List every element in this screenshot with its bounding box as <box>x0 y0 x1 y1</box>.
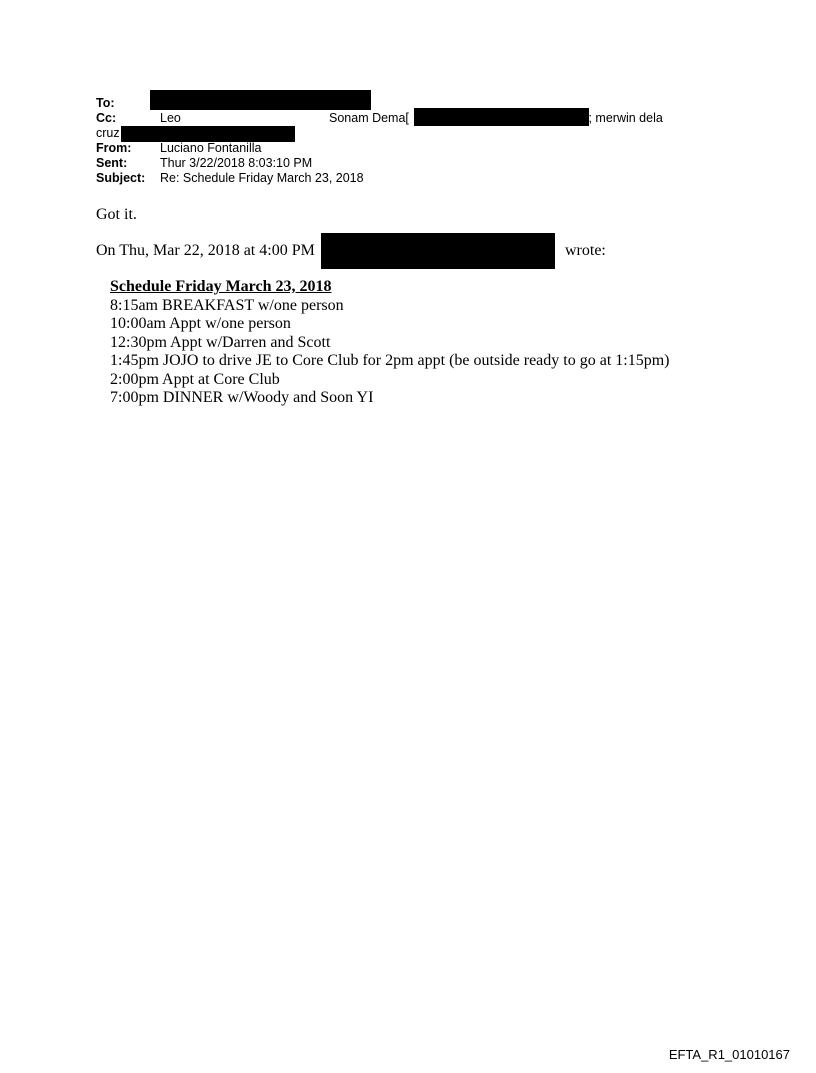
from-value: Luciano Fontanilla <box>160 141 262 155</box>
sent-label: Sent: <box>96 156 128 170</box>
sent-row <box>96 156 696 171</box>
subject-value: Re: Schedule Friday March 23, 2018 <box>160 171 364 185</box>
quote-sender-redaction <box>321 233 555 269</box>
schedule-title: Schedule Friday March 23, 2018 <box>110 278 332 295</box>
to-label: To: <box>96 96 115 110</box>
cc-redaction-2 <box>414 108 589 126</box>
to-redaction <box>150 90 371 110</box>
cc-row <box>96 111 696 126</box>
document-id: EFTA_R1_01010167 <box>668 1047 790 1062</box>
to-row <box>96 96 696 111</box>
cc-wrap-row <box>96 126 696 141</box>
schedule-line: 12:30pm Appt w/Darren and Scott <box>110 333 331 351</box>
schedule-line: 1:45pm JOJO to drive JE to Core Club for 2pm appt (be outside ready to go at 1:15pm) <box>110 352 670 369</box>
cc-redaction-1 <box>182 111 322 122</box>
from-label: From: <box>96 141 132 155</box>
cc-text-mid: Sonam Dema[ <box>329 111 409 125</box>
sent-value: Thur 3/22/2018 8:03:10 PM <box>160 156 313 170</box>
schedule-line: 10:00am Appt w/one person <box>110 315 291 332</box>
cc-redaction-3 <box>121 126 295 142</box>
reply-text: Got it. <box>96 206 137 223</box>
email-header <box>96 96 696 186</box>
subject-label: Subject: <box>96 171 146 185</box>
quoted-schedule <box>110 278 669 408</box>
quote-intro: On Thu, Mar 22, 2018 at 4:00 PM <box>96 242 315 259</box>
cc-wrap-text: cruz <box>96 126 120 140</box>
schedule-line: 2:00pm Appt at Core Club <box>110 370 280 388</box>
from-row <box>96 141 696 156</box>
schedule-line: 8:15am BREAKFAST w/one person <box>110 296 344 314</box>
schedule-line: 7:00pm DINNER w/Woody and Soon YI <box>110 389 374 406</box>
cc-label: Cc: <box>96 111 117 125</box>
cc-text-start: Leo <box>160 111 181 125</box>
quote-wrote: wrote: <box>565 242 606 259</box>
subject-row <box>96 171 696 186</box>
cc-text-end: ]; merwin dela <box>585 111 663 125</box>
